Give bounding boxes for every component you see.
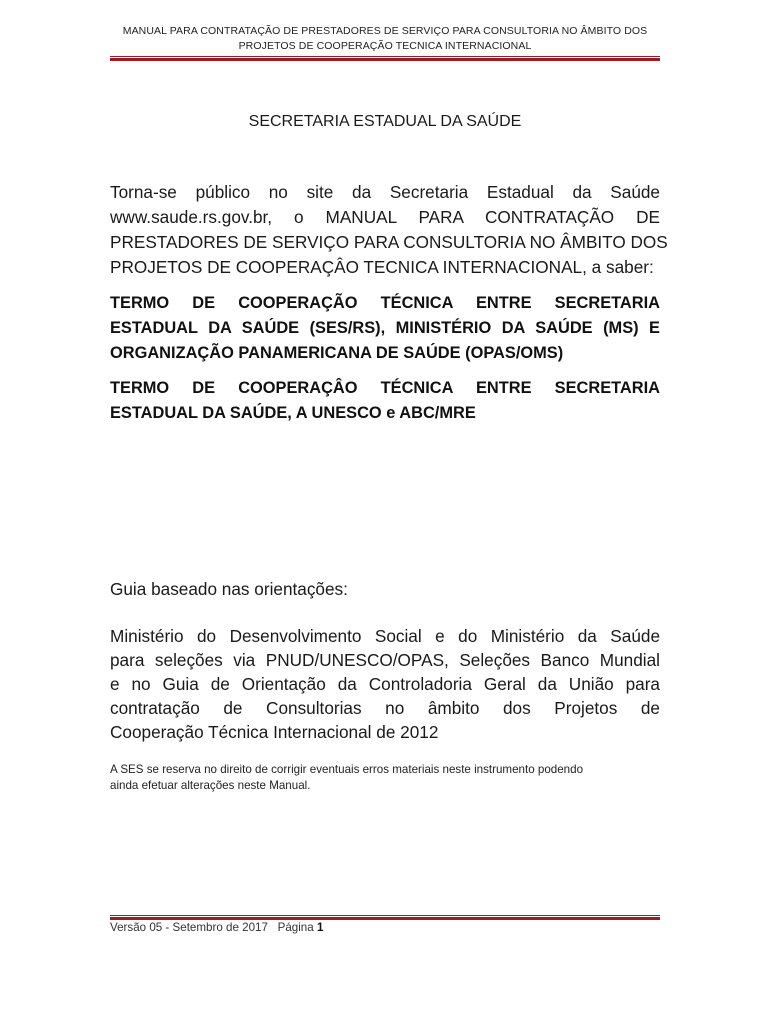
guide-line: Ministério do Desenvolvimento Social e do Ministério da Saúde [110, 626, 660, 646]
term-line: TERMO DE COOPERAÇÃO TÉCNICA ENTRE SECRETARIA [110, 294, 660, 312]
intro-paragraph [110, 180, 668, 280]
intro-line: Torna-se público no site da Secretaria Estadual da Saúde [110, 182, 660, 202]
running-header [110, 24, 660, 54]
footer-rule [110, 915, 660, 920]
intro-line: PROJETOS DE COOPERAÇÂO TECNICA INTERNACIONAL, a saber: [110, 257, 654, 277]
guide-line: para seleções via PNUD/UNESCO/OPAS, Seleções Banco Mundial [110, 650, 660, 670]
intro-line: www.saude.rs.gov.br, o MANUAL PARA CONTRATAÇÃO DE [110, 207, 660, 227]
disclaimer [110, 762, 660, 794]
guide-line: Cooperação Técnica Internacional de 2012 [110, 722, 439, 742]
term-line: ESTADUAL DA SAÚDE (SES/RS), MINISTÉRIO DA SAÚDE (MS) E [110, 319, 660, 337]
section-title: SECRETARIA ESTADUAL DA SAÚDE [248, 113, 522, 130]
disclaimer-line: ainda efetuar alterações neste Manual. [110, 779, 311, 792]
guide-paragraph [110, 624, 660, 744]
disclaimer-line: A SES se reserva no direito de corrigir eventuais erros materiais neste instrumento podendo [110, 763, 584, 776]
guide-title: Guia baseado nas orientações: [110, 579, 348, 599]
page-footer [110, 921, 323, 934]
term-line: ESTADUAL DA SAÚDE, A UNESCO e ABC/MRE [110, 404, 476, 422]
header-rule [110, 56, 660, 61]
term-line: TERMO DE COOPERAÇÂO TÉCNICA ENTRE SECRETARIA [110, 379, 660, 397]
guide-line: e no Guia de Orientação da Controladoria Geral da União para [110, 674, 660, 694]
term-cooperation-opas [110, 291, 660, 366]
term-line: ORGANIZAÇÃO PANAMERICANA DE SAÚDE (OPAS/OMS) [110, 344, 564, 362]
intro-line: PRESTADORES DE SERVIÇO PARA CONSULTORIA NO ÂMBITO DOS [110, 232, 668, 252]
header-line-2: PROJETOS DE COOPERAÇÃO TECNICA INTERNACIONAL [238, 40, 532, 52]
footer-page-number: 1 [316, 921, 324, 934]
guide-line: contratação de Consultorias no âmbito dos Projetos de [110, 698, 660, 718]
footer-version: Versão 05 - Setembro de 2017 [110, 921, 268, 934]
header-line-1: MANUAL PARA CONTRATAÇÃO DE PRESTADORES DE SERVIÇO PARA CONSULTORIA NO ÂMBITO DOS [122, 25, 648, 37]
term-cooperation-unesco [110, 376, 660, 426]
footer-page-label: Página [277, 921, 314, 934]
